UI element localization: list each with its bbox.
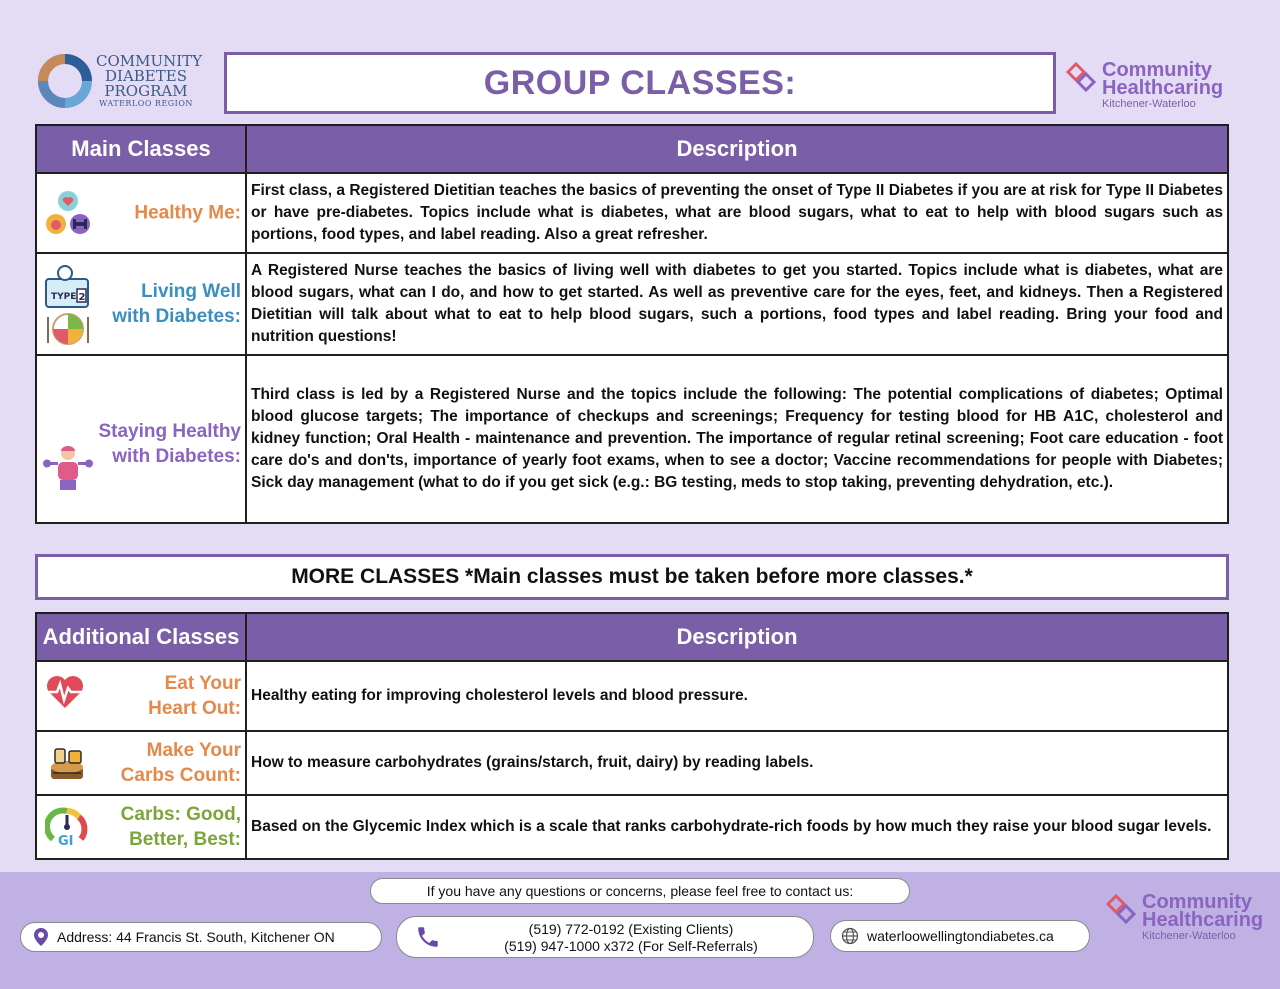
class-name-cell [36, 355, 246, 523]
class-name-line: with Diabetes: [112, 446, 241, 467]
class-description: How to measure carbohydrates (grains/starch, fruit, dairy) by reading labels. [246, 731, 1228, 795]
class-description: Third class is led by a Registered Nurse and the topics include the following: The potential complications of diabetes; Optimal blood glucose targets; The importance of checkups and screenings; Frequency for testing blood for HB A1C, cholesterol and kidney function; Oral Health - maintenance and prevention. The importance of regular retinal screening; Foot care education - foot care do's and don'ts, importance of yearly foot exams, when to see a doctor; Vaccine recommendations for people with Diabetes; Sick day management (what to do if you get sick (e.g.: BG testing, meds to stop taking, preventing dehydration, etc.). [246, 355, 1228, 523]
location-pin-icon [33, 927, 49, 947]
phone-pill [396, 916, 814, 958]
healthcaring-line-3: Kitchener-Waterloo [1102, 98, 1196, 110]
class-name-cell [36, 731, 246, 795]
class-label [148, 671, 241, 721]
globe-icon [841, 927, 859, 945]
healthcaring-line-1: Community [1142, 891, 1252, 913]
table-row [36, 355, 1228, 523]
class-name-line: Carbs Count: [120, 765, 241, 786]
cdp-subline: WATERLOO REGION [99, 99, 193, 108]
class-description: Healthy eating for improving cholesterol levels and blood pressure. [246, 661, 1228, 731]
class-description: First class, a Registered Dietitian teaches the basics of preventing the onset of Type II Diabetes if you are at risk for Type II Diabetes or have pre-diabetes. Topics include what is diabetes, what are blood sugars, what to eat to help with blood sugars such as portions, food types, and label reading. Also a great refresher. [246, 173, 1228, 253]
class-name-line: Heart Out: [148, 698, 241, 719]
class-label [121, 738, 241, 788]
address-pill [20, 922, 382, 952]
heartbeat-icon [45, 674, 85, 710]
class-name-line: with Diabetes: [112, 306, 241, 327]
class-label [121, 802, 241, 852]
type2-food-icon [43, 261, 93, 347]
description-header: Description [246, 613, 1228, 661]
class-label [134, 201, 241, 226]
phone-icon [415, 924, 441, 950]
table-row [36, 173, 1228, 253]
phone-existing-clients: (519) 772-0192 (Existing Clients) [528, 921, 734, 937]
class-name-cell [36, 173, 246, 253]
class-name-line: Better, Best: [129, 829, 241, 850]
table-row [36, 253, 1228, 355]
class-label [112, 279, 241, 329]
cdp-ring-icon [36, 52, 94, 110]
additional-classes-header: Additional Classes [36, 613, 246, 661]
table-row [36, 661, 1228, 731]
class-name-line: Carbs: Good, [120, 804, 241, 825]
class-name-line: Staying Healthy [98, 421, 241, 442]
table-row [36, 731, 1228, 795]
page-title-box [224, 52, 1056, 114]
contact-note [370, 878, 910, 904]
more-classes-banner: MORE CLASSES *Main classes must be taken before more classes.* [35, 554, 1229, 600]
fitness-person-icon [43, 442, 93, 492]
footer [0, 872, 1280, 989]
healthcaring-logo-icon [1064, 60, 1098, 94]
class-name-line: Make Your [146, 740, 241, 761]
class-name-line: Healthy Me: [134, 202, 241, 224]
table-row [36, 795, 1228, 859]
class-label [98, 419, 241, 469]
healthcaring-line-2: Healthcaring [1142, 909, 1264, 931]
community-healthcaring-logo-footer [1104, 888, 1274, 944]
class-name-line: Eat Your [164, 673, 241, 694]
carbs-food-icon [47, 743, 87, 783]
svg-text:2: 2 [78, 292, 86, 303]
class-name-line: Living Well [141, 281, 241, 302]
healthcaring-line-2: Healthcaring [1102, 77, 1224, 99]
cdp-line-2: DIABETES [105, 67, 187, 85]
healthcaring-line-3: Kitchener-Waterloo [1142, 930, 1236, 942]
page-title: GROUP CLASSES: [483, 63, 797, 102]
additional-classes-table [35, 612, 1229, 860]
community-healthcaring-logo-top [1064, 56, 1234, 112]
class-description: A Registered Nurse teaches the basics of living well with diabetes to get you started. Topics include what is diabetes, what are blood sugars, what can I do, and how to get started. As well as preventive care for the eyes, feet, and kidneys. Then a Registered Dietitian will talk about what to eat to help blood sugars, such a portions, food types and label reading. Bring your food and nutrition questions! [246, 253, 1228, 355]
healthy-lifestyle-icon [43, 188, 93, 238]
class-name-cell [36, 795, 246, 859]
website-link[interactable]: waterloowellingtondiabetes.ca [867, 928, 1054, 944]
glycemic-index-gauge-icon [45, 805, 89, 849]
website-pill[interactable] [830, 920, 1090, 952]
healthcaring-line-1: Community [1102, 59, 1212, 81]
main-classes-header: Main Classes [36, 125, 246, 173]
address-text: Address: 44 Francis St. South, Kitchener ON [57, 929, 335, 945]
community-diabetes-program-logo [36, 52, 203, 112]
contact-note-text: If you have any questions or concerns, please feel free to contact us: [426, 883, 854, 899]
class-name-cell [36, 661, 246, 731]
healthcaring-logo-icon [1104, 892, 1138, 926]
description-header: Description [246, 125, 1228, 173]
main-classes-table [35, 124, 1229, 524]
class-description: Based on the Glycemic Index which is a scale that ranks carbohydrate-rich foods by how much they raise your blood sugar levels. [246, 795, 1228, 859]
svg-text:TYPE: TYPE [51, 292, 77, 302]
phone-self-referrals: (519) 947-1000 x372 (For Self-Referrals) [504, 938, 758, 954]
cdp-line-3: PROGRAM [104, 82, 188, 100]
class-name-cell [36, 253, 246, 355]
svg-text:GI: GI [58, 834, 74, 849]
cdp-line-1: COMMUNITY [96, 52, 203, 70]
